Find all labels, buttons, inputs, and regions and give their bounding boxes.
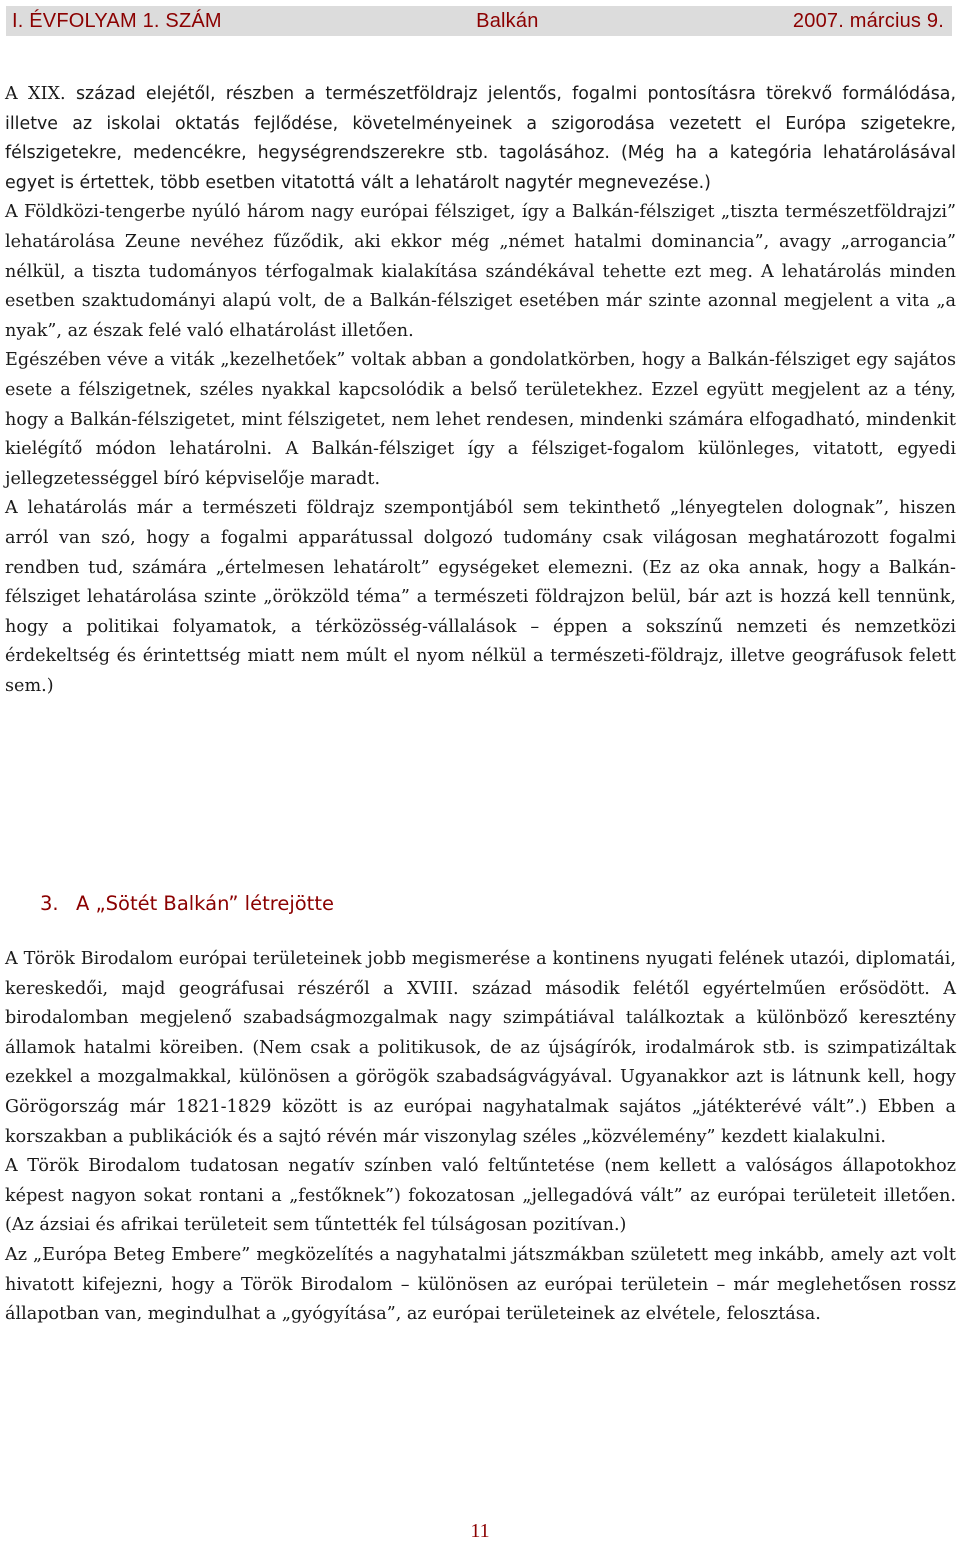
- paragraph: Az „Európa Beteg Embere” megközelítés a nagyhatalmi játszmákban született meg inkább, amely azt volt hivatott kifejezni, hogy a Török Birodalom – különösen az európai területein – már meglehetősen rossz állapotban van, megindulhat a „gyógyítása”, az európai területeinek az elvétele, felosztása.: [5, 1244, 956, 1325]
- section-heading: [40, 892, 334, 915]
- section-number: 3.: [40, 892, 59, 915]
- running-header: [6, 6, 952, 36]
- paragraph: [5, 346, 956, 494]
- paragraph: [5, 198, 956, 346]
- paragraph-prefix: A XIX.: [5, 84, 66, 104]
- section-1-body: [5, 80, 956, 701]
- paragraph-text: Ezzel együtt megjelent az a tény, hogy a Balkán-félszigetet, mint félszigetet, nem lehet rendesen, mindenki számára elfogadható, mindenkit kielégítő módon lehatárolni. A Balkán-félsziget így a félsziget-fogalom különleges, vitatott, egyedi jellegzetességgel bíró képviselője maradt.: [5, 379, 957, 489]
- header-issue: I. ÉVFOLYAM 1. SZÁM: [12, 9, 222, 32]
- paragraph-text: Egészében véve a viták „kezelhetőek” voltak abban a gondolatkörben, hogy a Balkán-félsziget egy sajátos esete a félszigetnek, széles nyakkal kapcsolódik a belső területekhez.: [5, 350, 956, 400]
- header-date: 2007. március 9.: [792, 9, 944, 32]
- header-title: Balkán: [476, 9, 539, 32]
- paragraph: A lehatárolás már a természeti földrajz szempontjából sem tekinthető „lényegtelen dolognak”, hiszen arról van szó, hogy a fogalmi apparátussal dolgozó tudomány csak világosan meghatározott fogalmi rendben tud, számára „értelmesen lehatárolt” egységeket elemezni. (Ez az oka annak, hogy a Balkán-félsziget lehatárolása szinte „örökzöld téma” a természeti földrajzon belül, bár azt is hozzá kell tennünk, hogy a politikai folyamatok, a térközösség-vállalások – éppen a sokszínű nemzeti és nemzetközi érdekeltség és érintettség miatt nem múlt el nyom nélkül a természeti-földrajz, illetve geográfusok felett sem.): [5, 498, 956, 696]
- paragraph-text: A Földközi-tengerbe nyúló három nagy európai félsziget, így a Balkán-félsziget „tiszta természetföldrajzi” lehatárolása Zeune nevéhez fűződik, aki ekkor még „német hatalmi dominancia”, avagy „arrogancia” nélkül, a tiszta tudományos térfogalmak kialakítása szándékával tehette ezt meg.: [5, 202, 956, 282]
- paragraph: A Török Birodalom tudatosan negatív színben való feltűntetése (nem kellett a valóságos állapotokhoz képest nagyon sokat rontani a „festőknek”) fokozatosan „jellegadóvá vált” az európai területeit illetően. (Az ázsiai és afrikai területeit sem tűntették fel túlságosan pozitívan.): [5, 1156, 956, 1236]
- section-2-body: [5, 945, 956, 1330]
- paragraph-text: század elejétől, részben a természetföldrajz jelentős, fogalmi pontosításra törekvő formálódása, illetve az iskolai oktatás fejlődése, követelményeinek a szigorodása vezetett el Európa szigetekre, félszigetekre, medencékre, hegységrendszerekre stb. tagolásához.: [5, 84, 956, 164]
- paragraph-text: A lehatárolás minden esetben szaktudományi alapú volt, de a Balkán-félsziget esetében már szinte azonnal megjelent a vita „a nyak”, az észak felé való elhatárolást illetően.: [5, 261, 956, 341]
- paragraph: A Török Birodalom európai területeinek jobb megismerése a kontinens nyugati felének utazói, diplomatái, kereskedői, majd geográfusai részéről a XVIII. század második felétől egyértelműen erősödött. A birodalomban megjelenő szabadságmozgalmak nagy szimpátiával találkoztak a különböző keresztény államok hatalmi köreiben. (Nem csak a politikusok, de az újságírók, irodalmárok stb. is szimpatizáltak ezekkel a mozgalmakkal, különösen a görögök szabadságvágyával. Ugyanakkor azt is látnunk kell, hogy Görögország már 1821-1829 között is az európai nagyhatalmak sajátos „játékterévé vált”.) Ebben a korszakban a publikációk és a sajtó révén már viszonylag széles „közvélemény” kezdett kialakulni.: [5, 949, 956, 1147]
- paragraph-aside: (Még ha a kategória lehatárolásával egyet is értettek, több esetben vitatottá vált a lehatárolt nagytér megnevezése.): [5, 143, 957, 193]
- section-title: A „Sötét Balkán” létrejötte: [76, 892, 334, 915]
- paragraph: [5, 80, 956, 198]
- page-number: 11: [470, 1520, 490, 1542]
